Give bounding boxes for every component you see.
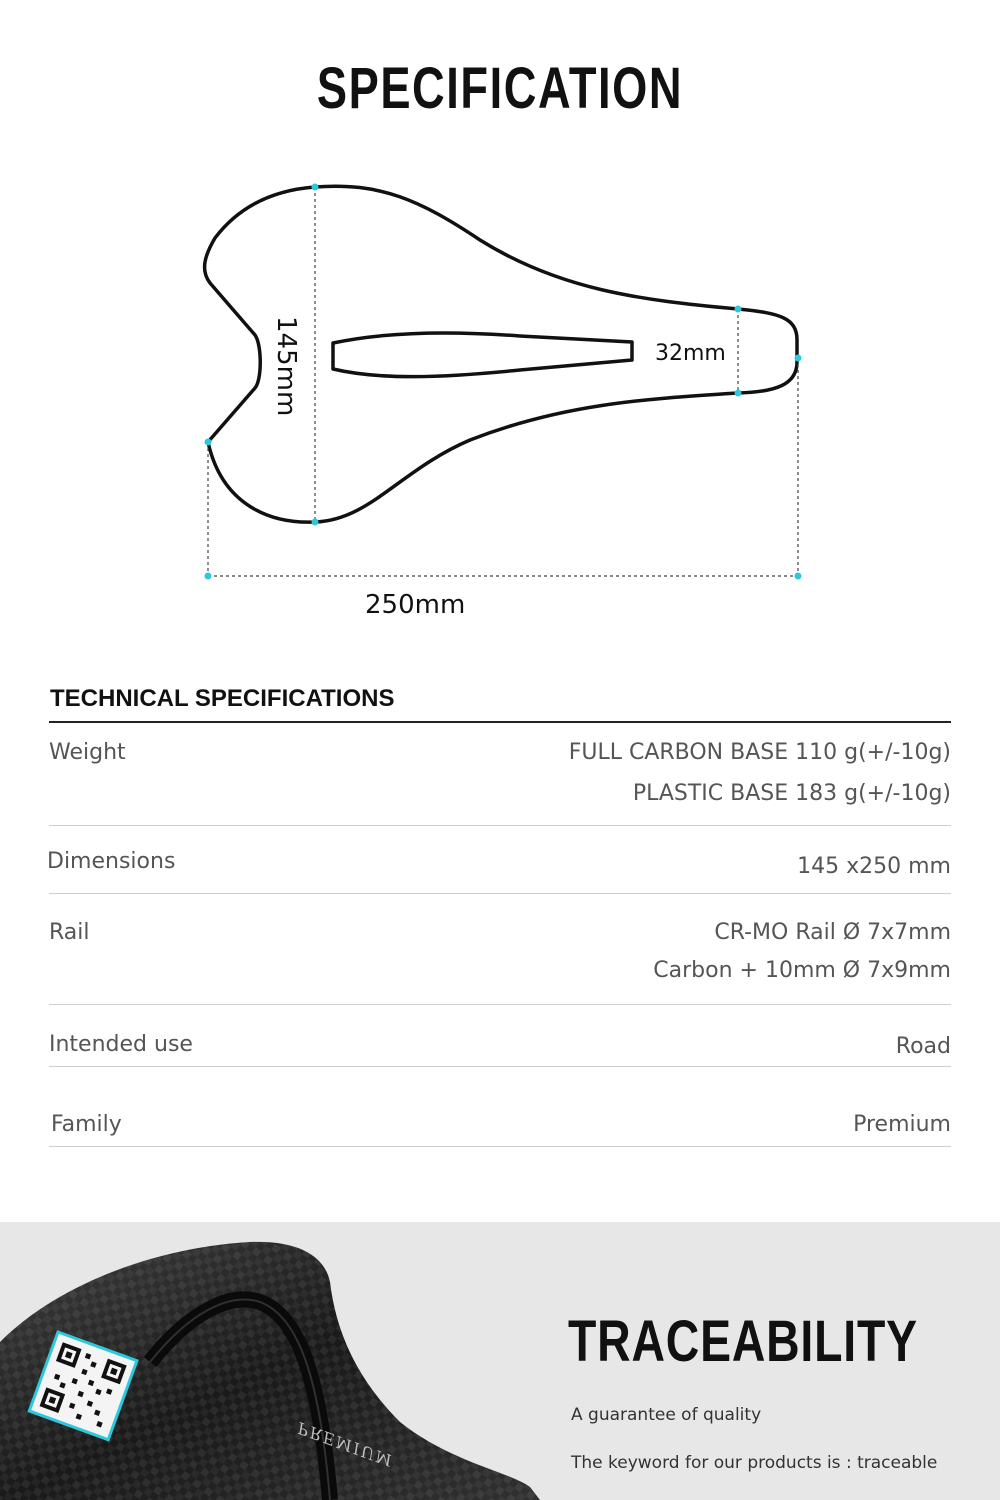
- weight-value-plastic: PLASTIC BASE 183 g(+/-10g): [632, 781, 951, 806]
- family-label: Family: [51, 1112, 122, 1137]
- dimensions-value: 145 x250 mm: [797, 854, 951, 879]
- page-title: SPECIFICATION: [316, 56, 684, 121]
- nose-tip-marker: [795, 355, 802, 362]
- saddle-dimension-diagram: [0, 150, 1000, 650]
- height-bottom-marker: [312, 519, 319, 526]
- height-label: 145mm: [271, 316, 301, 417]
- row-divider: [49, 893, 951, 894]
- brand-mark: PREMIUM: [294, 1418, 397, 1471]
- row-divider: [49, 1146, 951, 1147]
- length-label: 250mm: [365, 590, 466, 620]
- traceability-line-1: A guarantee of quality: [571, 1405, 762, 1425]
- technical-specs-heading: TECHNICAL SPECIFICATIONS: [50, 685, 395, 712]
- row-divider: [49, 825, 951, 826]
- nose-top-marker: [735, 306, 742, 313]
- nose-width-label: 32mm: [655, 341, 726, 366]
- traceability-line-2: The keyword for our products is : traceable: [571, 1453, 938, 1473]
- row-divider: [49, 1066, 951, 1067]
- tail-marker: [205, 439, 212, 446]
- intended-use-label: Intended use: [49, 1032, 193, 1057]
- rail-value-carbon: Carbon + 10mm Ø 7x9mm: [653, 958, 951, 983]
- saddle-cutout-outline: [333, 333, 632, 377]
- length-left-marker: [205, 573, 212, 580]
- intended-use-value: Road: [895, 1034, 951, 1059]
- weight-value-carbon: FULL CARBON BASE 110 g(+/-10g): [568, 740, 951, 765]
- dimensions-label: Dimensions: [47, 849, 176, 874]
- family-value: Premium: [853, 1112, 951, 1137]
- weight-label: Weight: [49, 740, 126, 765]
- heading-divider: [49, 721, 951, 723]
- height-top-marker: [312, 184, 319, 191]
- length-right-marker: [795, 573, 802, 580]
- row-divider: [49, 1004, 951, 1005]
- rail-value-crmo: CR-MO Rail Ø 7x7mm: [714, 920, 951, 945]
- nose-bottom-marker: [735, 390, 742, 397]
- traceability-title: TRACEABILITY: [568, 1309, 918, 1374]
- rail-label: Rail: [49, 920, 90, 945]
